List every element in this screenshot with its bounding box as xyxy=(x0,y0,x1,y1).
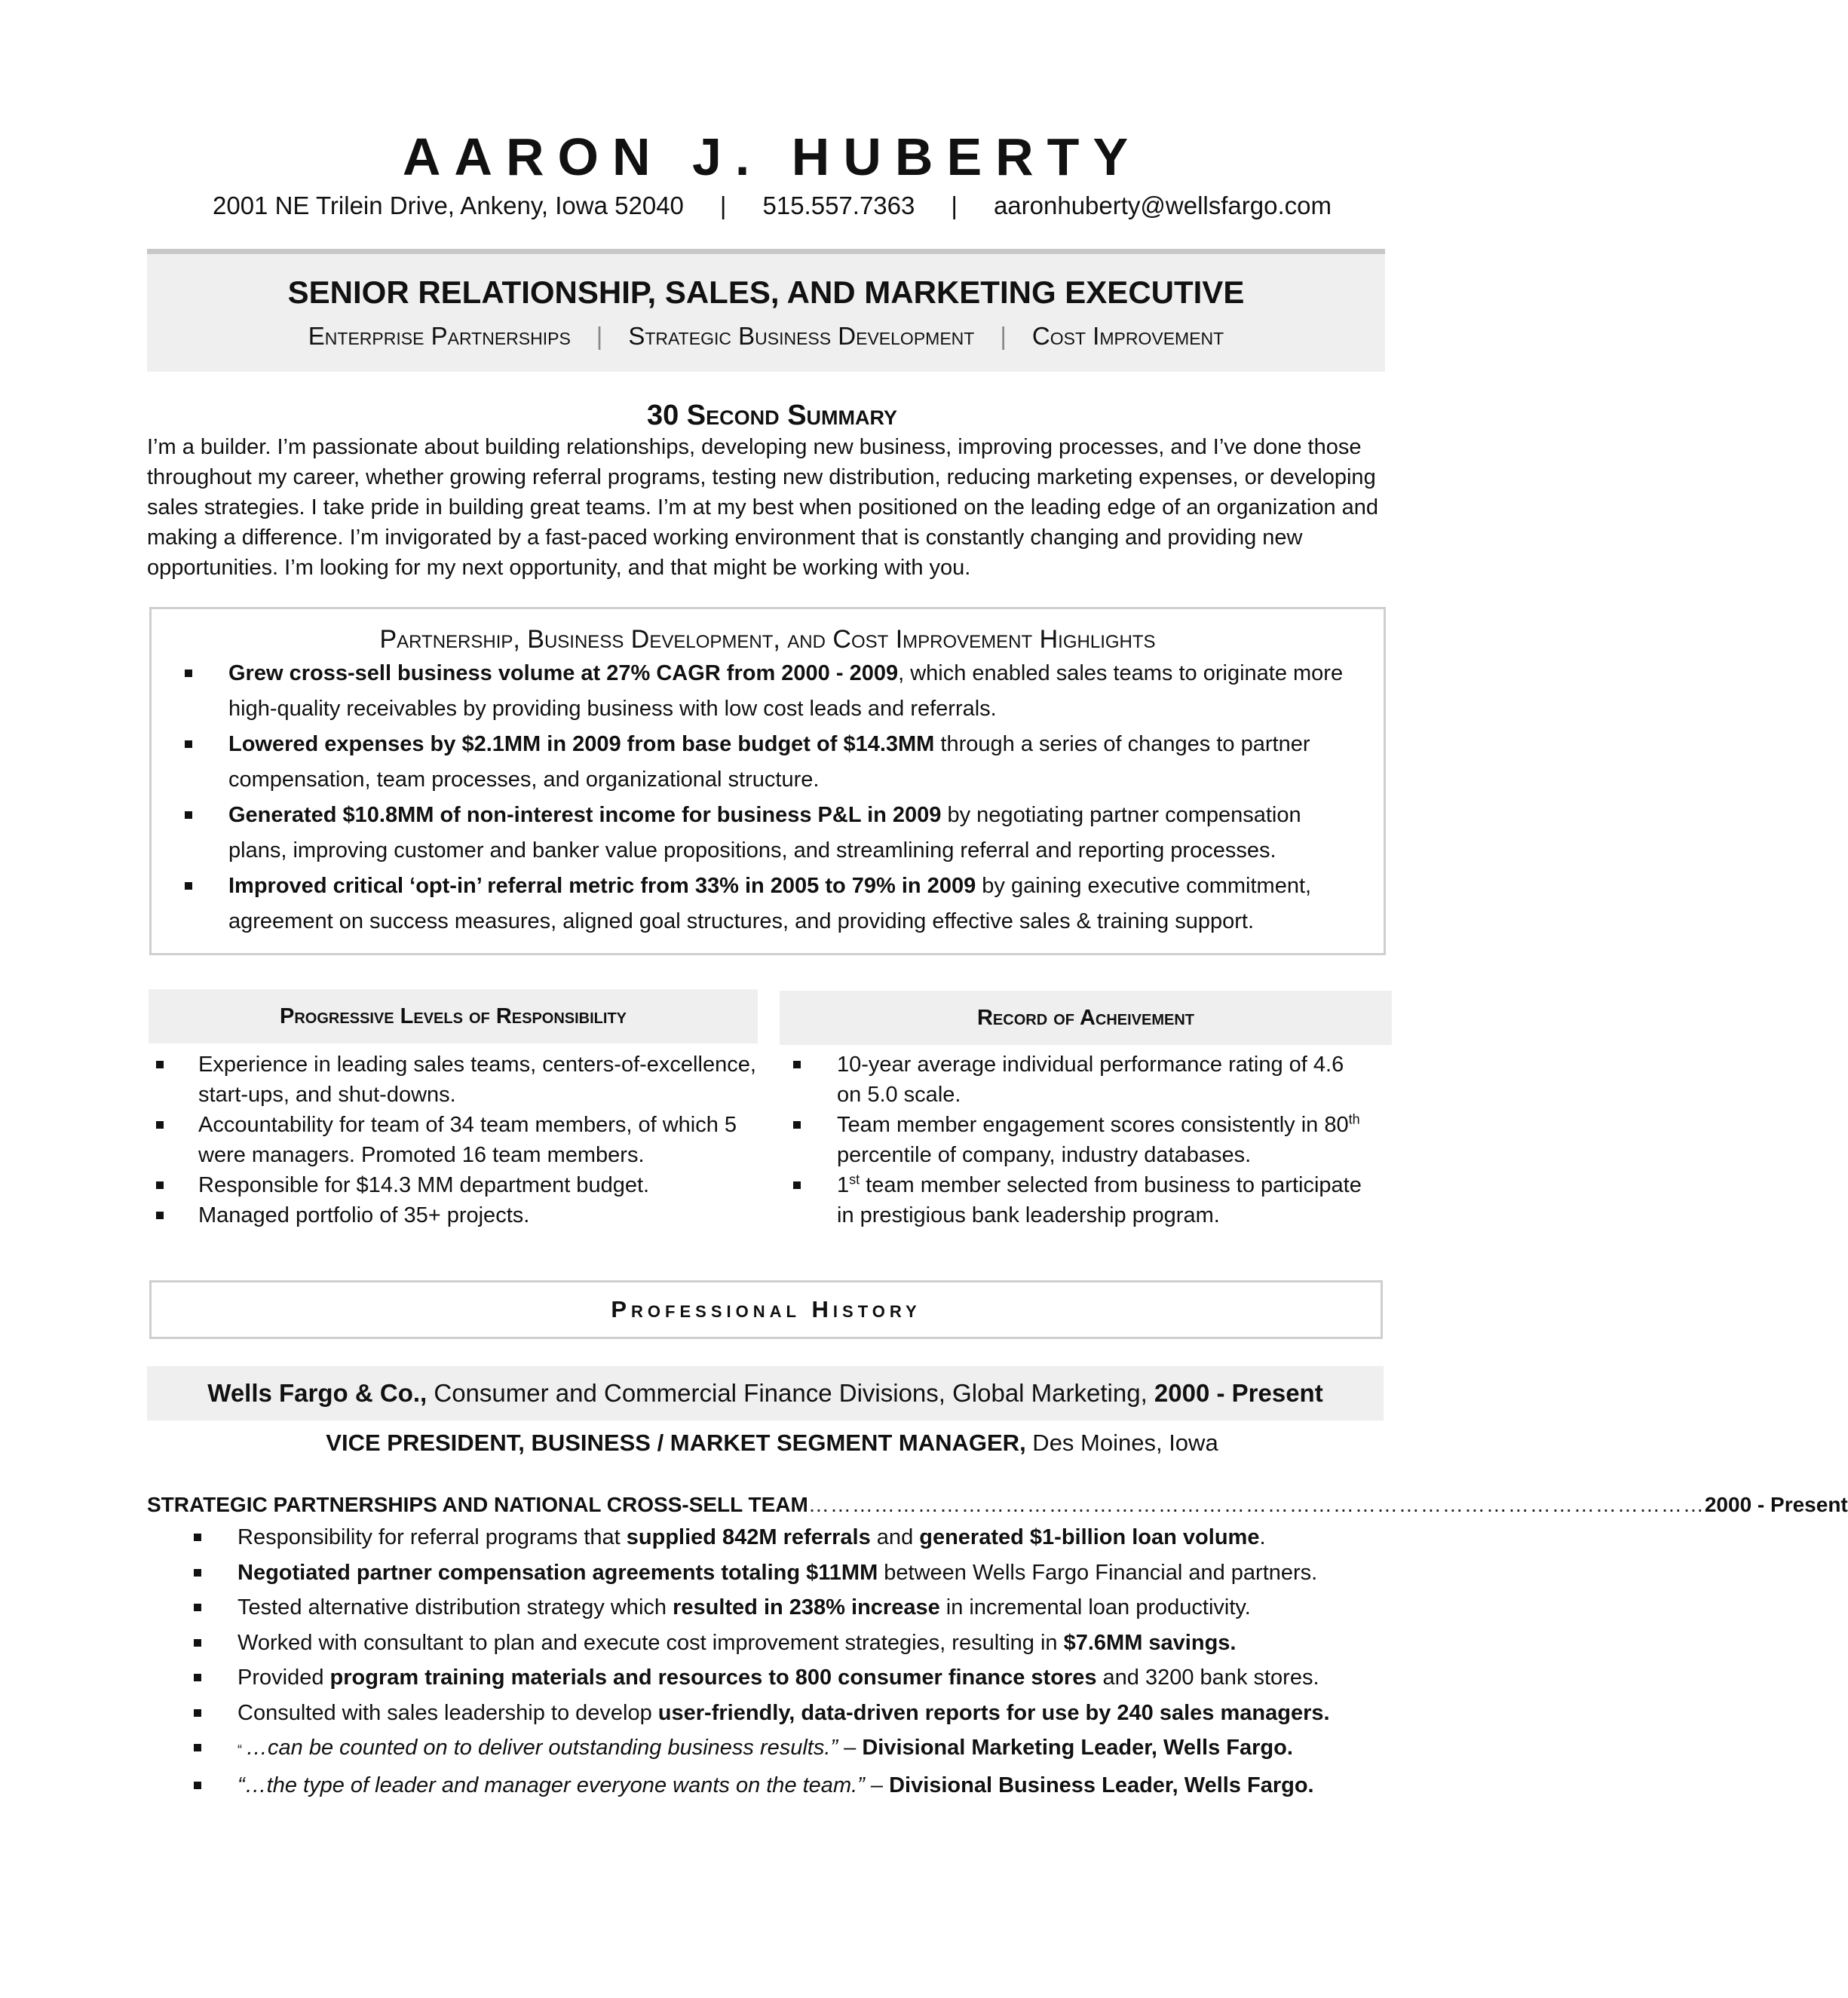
list-item xyxy=(152,798,1384,869)
bullet-icon xyxy=(156,1212,164,1219)
bullet-icon xyxy=(194,1569,201,1577)
role-location: Des Moines, Iowa xyxy=(1025,1430,1218,1456)
role-line xyxy=(0,1425,1544,1461)
highlights-heading: Partnership, Business Development, and Cost Improvement Highlights xyxy=(379,625,1156,654)
team-dates: 2000 - Present xyxy=(1704,1493,1848,1516)
bullet-icon xyxy=(194,1639,201,1647)
list-item: Responsible for $14.3 MM department budget. xyxy=(147,1170,765,1200)
team-line xyxy=(147,1491,1848,1519)
separator: | xyxy=(951,192,958,219)
highlights-list xyxy=(152,656,1384,939)
list-item: Team member engagement scores consistently in 80th percentile of company, industry databases. xyxy=(784,1110,1372,1170)
contact-line xyxy=(0,188,1544,223)
bullet-icon xyxy=(194,1534,201,1541)
bullet-icon xyxy=(156,1061,164,1068)
team-name: STRATEGIC PARTNERSHIPS AND NATIONAL CROSS-SELL TEAM xyxy=(147,1493,808,1516)
list-item: Tested alternative distribution strategy which resulted in 238% increase in incremental loan productivity. xyxy=(147,1590,1399,1626)
bullet-icon xyxy=(185,882,192,890)
bullet-icon xyxy=(156,1181,164,1189)
highlights-box xyxy=(149,607,1386,955)
list-item xyxy=(152,656,1384,727)
highlight-detail: by negotiating partner compensation plans, improving customer and banker value propositions, and streamlining referral and reporting processes. xyxy=(228,803,1301,863)
list-item: Managed portfolio of 35+ projects. xyxy=(147,1200,765,1230)
highlight-detail: through a series of changes to partner compensation, team processes, and organizational structure. xyxy=(228,732,1310,792)
bullet-icon xyxy=(185,811,192,819)
bullet-icon xyxy=(185,740,192,748)
bullet-icon xyxy=(156,1121,164,1129)
list-item: Experience in leading sales teams, centers-of-excellence, start-ups, and shut-downs. xyxy=(147,1050,765,1110)
list-item: 1st team member selected from business to participate in prestigious bank leadership program. xyxy=(784,1170,1372,1230)
phone: 515.557.7363 xyxy=(762,192,915,219)
specialty: Enterprise Partnerships xyxy=(308,322,571,350)
title-specialties xyxy=(147,319,1385,354)
list-item: Consulted with sales leadership to develop user-friendly, data-driven reports for use by 240 sales managers. xyxy=(147,1696,1399,1731)
list-item: Responsibility for referral programs that supplied 842M referrals and generated $1-billion loan volume. xyxy=(147,1520,1399,1555)
achievement-heading: Record of Acheivement xyxy=(780,991,1392,1045)
list-item: Provided program training materials and resources to 800 consumer finance stores and 3200 bank stores. xyxy=(147,1660,1399,1696)
separator: | xyxy=(596,322,603,350)
company-description: Consumer and Commercial Finance Divisions, Global Marketing, xyxy=(427,1379,1154,1407)
list-item: “ …can be counted on to deliver outstanding business results.” – Divisional Marketing Leader, Wells Fargo. xyxy=(147,1730,1399,1768)
candidate-name: AARON J. HUBERTY xyxy=(402,127,1142,186)
list-item xyxy=(152,727,1384,798)
responsibility-list xyxy=(147,1050,765,1230)
highlight-key: Grew cross-sell business volume at 27% CAGR from 2000 - 2009 xyxy=(228,661,899,685)
bullet-icon xyxy=(194,1782,201,1789)
bullet-icon xyxy=(194,1709,201,1717)
bullet-icon xyxy=(793,1181,801,1189)
separator: | xyxy=(719,192,727,219)
list-item: “…the type of leader and manager everyone wants on the team.” – Divisional Business Leader, Wells Fargo. xyxy=(147,1768,1399,1803)
responsibility-heading: Progressive Levels of Responsibility xyxy=(149,989,758,1043)
achievement-list xyxy=(784,1050,1372,1230)
company-line xyxy=(147,1366,1384,1420)
address: 2001 NE Trilein Drive, Ankeny, Iowa 52040 xyxy=(213,192,684,219)
highlight-detail: by gaining executive commitment, agreement on success measures, aligned goal structures, and providing effective sales & training support. xyxy=(228,874,1312,933)
role-title: VICE PRESIDENT, BUSINESS / MARKET SEGMENT MANAGER, xyxy=(326,1430,1026,1456)
professional-title: SENIOR RELATIONSHIP, SALES, AND MARKETING EXECUTIVE xyxy=(287,274,1245,310)
company-name: Wells Fargo & Co., xyxy=(207,1379,428,1407)
bullet-icon xyxy=(194,1674,201,1681)
bullet-icon xyxy=(793,1121,801,1129)
leader-dots: …………………………………………………………………………………………………………… xyxy=(808,1493,1705,1516)
specialty: Strategic Business Development xyxy=(628,322,975,350)
company-dates: 2000 - Present xyxy=(1154,1379,1323,1407)
email-link[interactable]: aaronhuberty@wellsfargo.com xyxy=(993,192,1332,219)
highlight-key: Lowered expenses by $2.1MM in 2009 from base budget of $14.3MM xyxy=(228,732,935,756)
bullet-icon xyxy=(185,670,192,677)
history-bullets xyxy=(147,1520,1399,1803)
bullet-icon xyxy=(194,1604,201,1611)
professional-history-heading: Professional History xyxy=(149,1280,1383,1339)
title-band xyxy=(147,249,1385,372)
bullet-icon xyxy=(194,1744,201,1751)
specialty: Cost Improvement xyxy=(1031,322,1224,350)
bullet-icon xyxy=(793,1061,801,1068)
highlight-detail: , which enabled sales teams to originate more high-quality receivables by providing business with low cost leads and referrals. xyxy=(228,661,1344,721)
list-item: 10-year average individual performance rating of 4.6 on 5.0 scale. xyxy=(784,1050,1372,1110)
highlight-key: Generated $10.8MM of non-interest income for business P&L in 2009 xyxy=(228,803,942,827)
list-item xyxy=(152,869,1384,939)
summary-text: I’m a builder. I’m passionate about building relationships, developing new business, improving processes, and I’ve done those throughout my career, whether growing referral programs, testing new distribution, reducing marketing expenses, or developing sales strategies. I take pride in building great teams. I’m at my best when positioned on the leading edge of an organization and making a difference. I’m invigorated by a fast-paced working environment that is constantly changing and providing new opportunities. I’m looking for my next opportunity, and that might be working with you. xyxy=(147,435,1379,580)
highlight-key: Improved critical ‘opt-in’ referral metric from 33% in 2005 to 79% in 2009 xyxy=(228,874,976,898)
separator: | xyxy=(1000,322,1007,350)
list-item: Accountability for team of 34 team members, of which 5 were managers. Promoted 16 team members. xyxy=(147,1110,765,1170)
summary-heading: 30 Second Summary xyxy=(646,400,898,431)
list-item: Worked with consultant to plan and execute cost improvement strategies, resulting in $7.6MM savings. xyxy=(147,1626,1399,1661)
list-item: Negotiated partner compensation agreements totaling $11MM between Wells Fargo Financial and partners. xyxy=(147,1555,1399,1591)
